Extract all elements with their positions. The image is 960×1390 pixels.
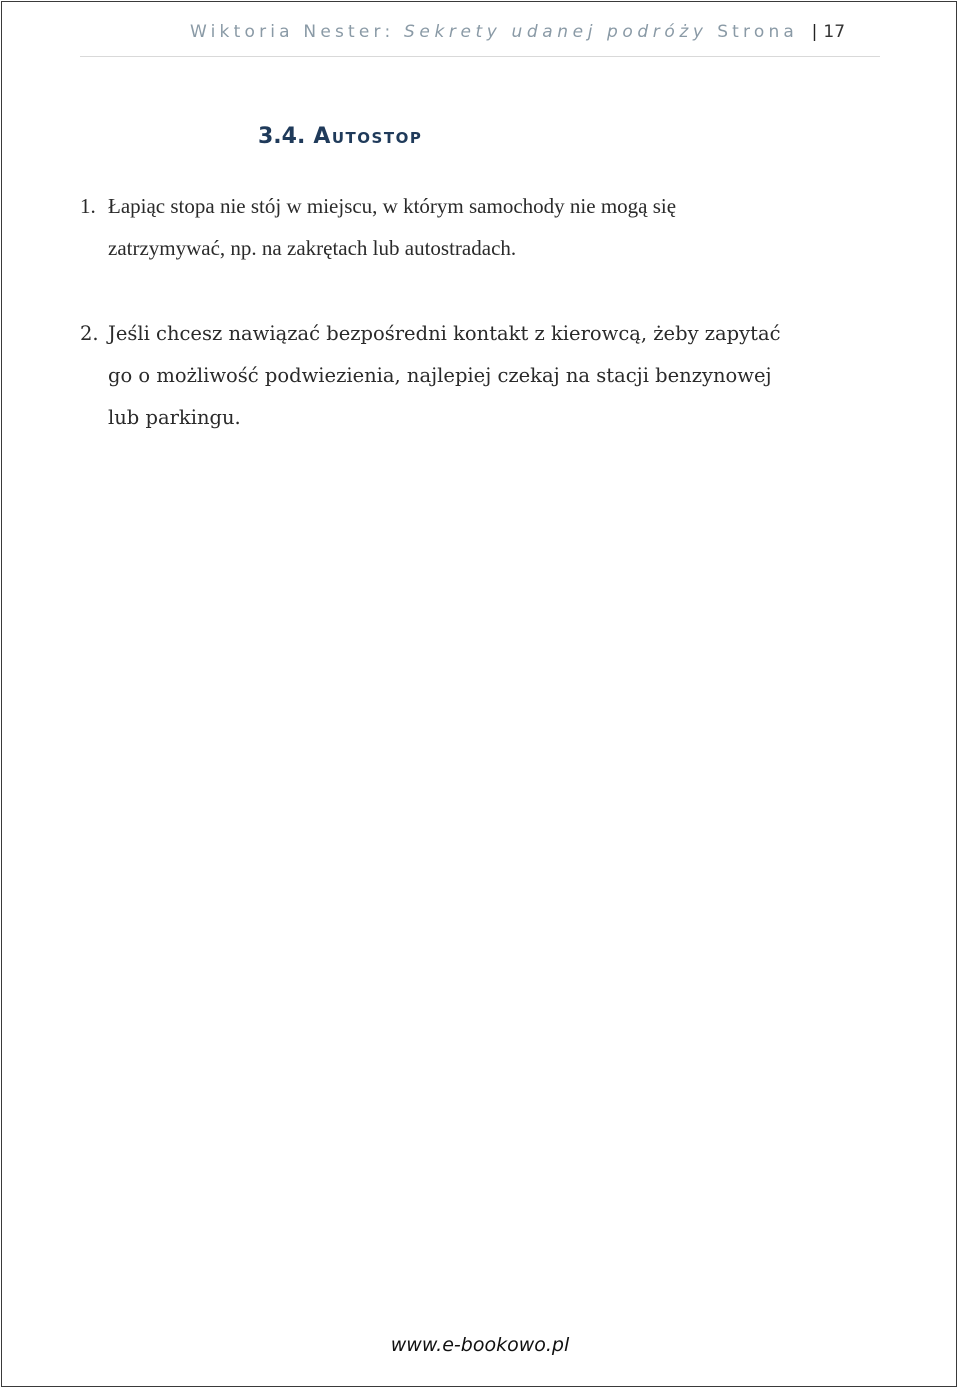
header-author: Wiktoria Nester: (190, 22, 395, 42)
header-book-title: Sekrety udanej podróży (404, 22, 708, 42)
header-rule (80, 56, 880, 57)
list-item-text: go o możliwość podwiezienia, najlepiej czekaj na stacji benzynowej (108, 364, 772, 387)
footer-website-link[interactable]: www.e-bookowo.pl (390, 1334, 570, 1356)
list-item-marker: 2. (80, 322, 99, 345)
list-item (80, 185, 860, 269)
list-item-line (80, 185, 860, 227)
header-separator: | (811, 22, 818, 42)
section-title: Autostop (313, 124, 423, 149)
list-item-text: Jeśli chcesz nawiązać bezpośredni kontakt z kierowcą, żeby zapytać (108, 322, 781, 345)
header-page-number: 17 (823, 22, 846, 42)
running-header (190, 22, 880, 48)
section-number: 3.4. (258, 124, 306, 149)
list-item-text: Łapiąc stopa nie stój w miejscu, w którym samochody nie mogą się (108, 194, 677, 218)
section-heading (258, 124, 422, 149)
list-item-line (80, 313, 860, 355)
header-page-label: Strona (717, 22, 799, 42)
list-item (80, 313, 860, 439)
list-item-marker: 1. (80, 194, 96, 218)
list-item-text: lub parkingu. (108, 406, 241, 429)
list-item-text: zatrzymywać, np. na zakrętach lub autostradach. (108, 236, 517, 260)
